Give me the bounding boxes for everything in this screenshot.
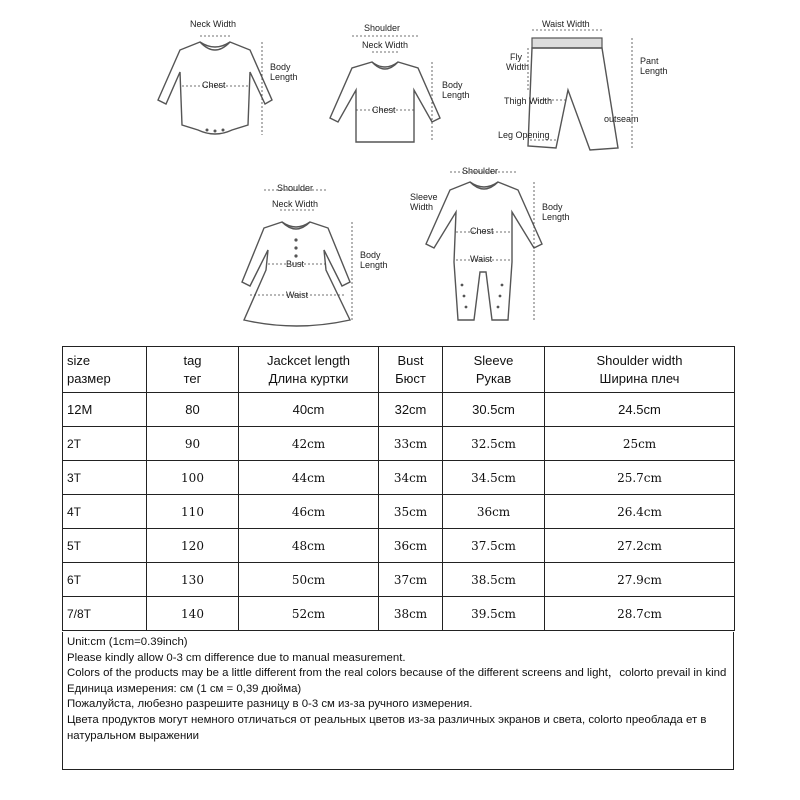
cell-jacket-length: 40cm [239,393,379,427]
cell-tag: 140 [147,597,239,631]
shirt-neck-label: Neck Width [362,40,409,50]
cell-bust: 38cm [379,597,443,631]
cell-size: 6T [63,563,147,597]
cell-shoulder-width: 25.7cm [545,461,735,495]
cell-bust: 33cm [379,427,443,461]
cell-bust: 32cm [379,393,443,427]
shirt-shoulder-label: Shoulder [364,23,401,33]
dress-body-label: Body [360,250,381,260]
cell-tag: 130 [147,563,239,597]
pants-waist-label: Waist Width [542,19,590,29]
table-row [63,427,735,461]
pants-fly-width-label: Width [506,62,530,72]
cell-bust: 35cm [379,495,443,529]
cell-size: 12M [63,393,147,427]
cell-jacket-length: 46cm [239,495,379,529]
cell-size: 4T [63,495,147,529]
shirt-body-label: Body [442,80,463,90]
table-row [63,461,735,495]
cell-tag: 80 [147,393,239,427]
measurement-diagram [0,0,800,340]
cell-shoulder-width: 24.5cm [545,393,735,427]
bodysuit-body-label: Body [270,62,291,72]
cell-jacket-length: 42cm [239,427,379,461]
romper-length-label: Length [542,212,570,222]
pants-outseam-label: outseam [604,114,639,124]
dress-neck-label: Neck Width [272,199,319,209]
cell-jacket-length: 48cm [239,529,379,563]
cell-tag: 90 [147,427,239,461]
cell-sleeve: 32.5cm [443,427,545,461]
cell-tag: 110 [147,495,239,529]
note-tolerance: Please kindly allow 0-3 cm difference due to manual measurement. [67,651,406,664]
pants-fly-label: Fly [510,52,522,62]
shirt-diagram [330,23,470,142]
bodysuit-chest-label: Chest [202,80,226,90]
size-table [62,346,735,631]
cell-size: 3T [63,461,147,495]
notes-box [62,632,734,770]
cell-sleeve: 39.5cm [443,597,545,631]
note-tolerance-ru: Пожалуйста, любезно разрешите разницу в 0-3 см из-за ручного измерения. [67,698,473,711]
cell-bust: 34cm [379,461,443,495]
cell-sleeve: 37.5cm [443,529,545,563]
romper-sleeve-width-label: Width [410,202,434,212]
romper-body-label: Body [542,202,563,212]
pants-leg-label: Leg Opening [498,130,550,140]
bodysuit-diagram [158,19,298,135]
cell-shoulder-width: 25cm [545,427,735,461]
header-sleeve: Sleeve Рукав [443,347,545,393]
cell-sleeve: 34.5cm [443,461,545,495]
table-row [63,563,735,597]
table-row [63,393,735,427]
cell-tag: 120 [147,529,239,563]
note-colors: Colors of the products may be a little different from the real colors because of the different screens and light，colorto prevail in kind [67,667,727,680]
note-unit: Unit:cm (1cm=0.39inch) [67,636,188,648]
dress-shoulder-label: Shoulder [277,183,314,193]
shirt-length-label: Length [442,90,470,100]
romper-diagram [410,166,570,320]
dress-waist-label: Waist [286,290,309,300]
cell-shoulder-width: 27.9cm [545,563,735,597]
pants-length-label: Length [640,66,668,76]
header-shoulder-width: Shoulder width Ширина плеч [545,347,735,393]
cell-sleeve: 36cm [443,495,545,529]
cell-sleeve: 30.5cm [443,393,545,427]
cell-jacket-length: 52cm [239,597,379,631]
bodysuit-neck-label: Neck Width [190,19,237,29]
cell-shoulder-width: 27.2cm [545,529,735,563]
shirt-chest-label: Chest [372,105,396,115]
header-tag: tag тег [147,347,239,393]
cell-size: 5T [63,529,147,563]
table-header-row [63,347,735,393]
cell-size: 2T [63,427,147,461]
cell-shoulder-width: 28.7cm [545,597,735,631]
note-unit-ru: Единица измерения: см (1 см = 0,39 дюйма) [67,682,302,695]
dress-length-label: Length [360,260,388,270]
cell-jacket-length: 50cm [239,563,379,597]
cell-jacket-length: 44cm [239,461,379,495]
dress-bust-label: Bust [286,259,305,269]
cell-shoulder-width: 26.4cm [545,495,735,529]
header-bust: Bust Бюст [379,347,443,393]
romper-shoulder-label: Shoulder [462,166,499,176]
cell-tag: 100 [147,461,239,495]
table-row [63,529,735,563]
cell-size: 7/8T [63,597,147,631]
pants-pant-label: Pant [640,56,659,66]
header-jacket-length: Jackcet length Длина куртки [239,347,379,393]
pants-thigh-label: Thigh Width [504,96,553,106]
cell-bust: 37cm [379,563,443,597]
pants-diagram [498,19,668,150]
bodysuit-length-label: Length [270,72,298,82]
header-size: size размер [63,347,147,393]
dress-diagram [242,183,388,326]
note-colors-ru: Цвета продуктов могут немного отличаться от реальных цветов из-за различных экранов и света, colorto преоблада ет в натуральном выражении [67,713,707,742]
cell-bust: 36cm [379,529,443,563]
table-row [63,597,735,631]
romper-sleeve-label: Sleeve [410,192,438,202]
romper-waist-label: Waist [470,254,493,264]
table-row [63,495,735,529]
cell-sleeve: 38.5cm [443,563,545,597]
romper-chest-label: Chest [470,226,494,236]
